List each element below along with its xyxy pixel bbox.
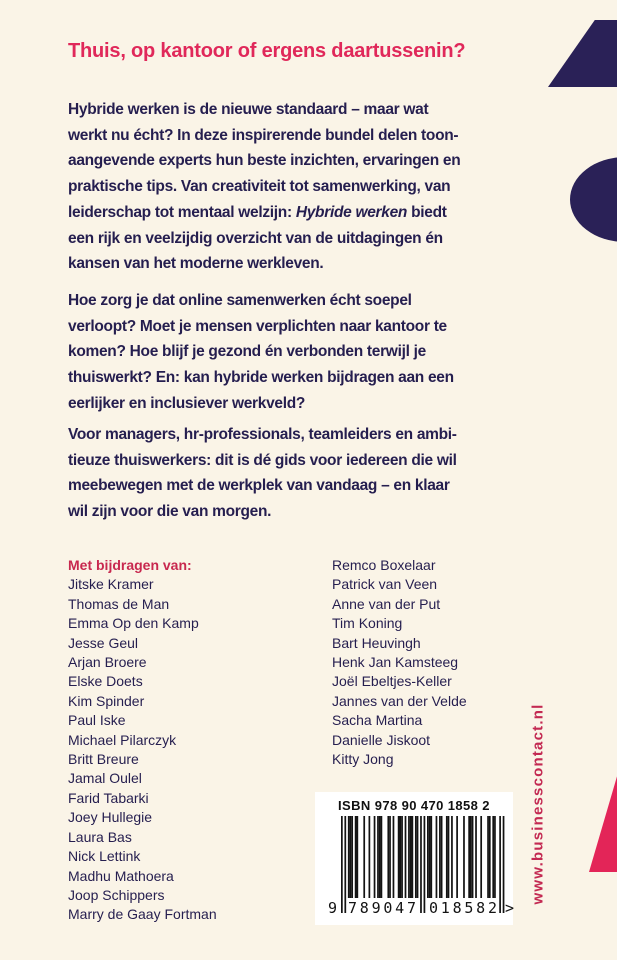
contributor-name: Joey Hullegie	[68, 809, 153, 826]
barcode-block	[315, 792, 513, 925]
contributor-name: Jitske Kramer	[68, 576, 154, 593]
contributor-name: Henk Jan Kamsteeg	[332, 654, 459, 671]
body-line: Hoe zorg je dat online samenwerken écht soepel	[68, 292, 412, 309]
contributor-name: Danielle Jiskoot	[332, 731, 431, 748]
body-line: komen? Hoe blijf je gezond én verbonden terwijl je	[68, 343, 426, 361]
audience-paragraph	[68, 422, 457, 525]
svg-text:>: >	[505, 899, 515, 917]
contributor-name: Laura Bas	[68, 828, 132, 845]
contributor-name: Jannes van der Velde	[332, 692, 467, 709]
contributor-name: Emma Op den Kamp	[68, 615, 199, 632]
intro-paragraph	[68, 97, 460, 277]
contributor-name: Thomas de Man	[68, 595, 170, 612]
body-line: wil zijn voor die van morgen.	[68, 503, 272, 521]
body-line: verloopt? Moet je mensen verplichten naar kantoor te	[68, 317, 447, 335]
contributor-name: Kim Spinder	[68, 692, 145, 709]
cover-heading: Thuis, op kantoor of ergens daartussenin?	[68, 40, 466, 62]
contributor-name: Tim Koning	[332, 615, 403, 632]
contributor-name: Nick Lettink	[68, 848, 141, 865]
contributor-name: Arjan Broere	[68, 654, 147, 671]
contributor-name: Anne van der Put	[332, 595, 441, 612]
contributor-name: Remco Boxelaar	[332, 557, 436, 573]
body-line: kansen van het moderne werkleven.	[68, 255, 324, 273]
body-line: een rijk en veelzijdig overzicht van de uitdagingen én	[68, 229, 443, 247]
pink-triangle-shape	[589, 773, 617, 872]
contributor-name: Bart Heuvingh	[332, 634, 421, 651]
body-line: Hybride werken is de nieuwe standaard – maar wat	[68, 101, 429, 118]
questions-paragraph	[68, 288, 454, 417]
contributor-name: Britt Breure	[68, 751, 139, 768]
contributor-name: Elske Doets	[68, 673, 143, 690]
contributor-name: Farid Tabarki	[68, 789, 149, 806]
contributor-name: Joël Ebeltjes-Keller	[332, 673, 452, 690]
corner-parallelogram-shape	[548, 20, 617, 87]
edge-blob-shape	[570, 157, 617, 242]
contributor-name: Joop Schippers	[68, 886, 165, 903]
contributor-name: Paul Iske	[68, 712, 126, 729]
contributor-name: Jesse Geul	[68, 634, 139, 651]
body-line: eerlijker en inclusiever werkveld?	[68, 394, 306, 412]
body-line: thuiswerkt? En: kan hybride werken bijdragen aan een	[68, 369, 454, 387]
contributor-name: Michael Pilarczyk	[68, 731, 177, 748]
isbn-label: ISBN 978 90 470 1858 2	[338, 798, 490, 813]
contributor-name: Sacha Martina	[332, 712, 423, 729]
ean13-barcode	[315, 816, 517, 916]
contributor-name: Kitty Jong	[332, 751, 394, 768]
contributor-name: Patrick van Veen	[332, 576, 438, 593]
contributors-header: Met bijdragen van:	[68, 557, 192, 573]
body-line: meebewegen met de werkplek van vandaag – en klaar	[68, 477, 450, 495]
contributor-name: Jamal Oulel	[68, 770, 142, 787]
contributors-right-column	[332, 556, 467, 769]
body-line: werkt nu écht? In deze inspirerende bundel delen toon-	[68, 126, 459, 144]
body-line: tieuze thuiswerkers: dit is dé gids voor iedereen die wil	[68, 451, 457, 469]
svg-text:018582: 018582	[429, 899, 497, 917]
body-line: aangevende experts hun beste inzichten, ervaringen en	[68, 152, 461, 170]
body-line: Voor managers, hr-professionals, teamleiders en ambi-	[68, 426, 457, 443]
svg-text:789047: 789047	[348, 899, 416, 917]
publisher-url: www.businesscontact.nl	[529, 703, 547, 905]
contributors-left-column	[68, 556, 217, 925]
contributor-name: Marry de Gaay Fortman	[68, 906, 217, 923]
body-line: praktische tips. Van creativiteit tot samenwerking, van	[68, 178, 451, 196]
svg-text:9: 9	[327, 899, 337, 917]
contributor-name: Madhu Mathoera	[68, 867, 174, 884]
body-line: leiderschap tot mentaal welzijn: Hybride werken biedt	[68, 203, 447, 221]
